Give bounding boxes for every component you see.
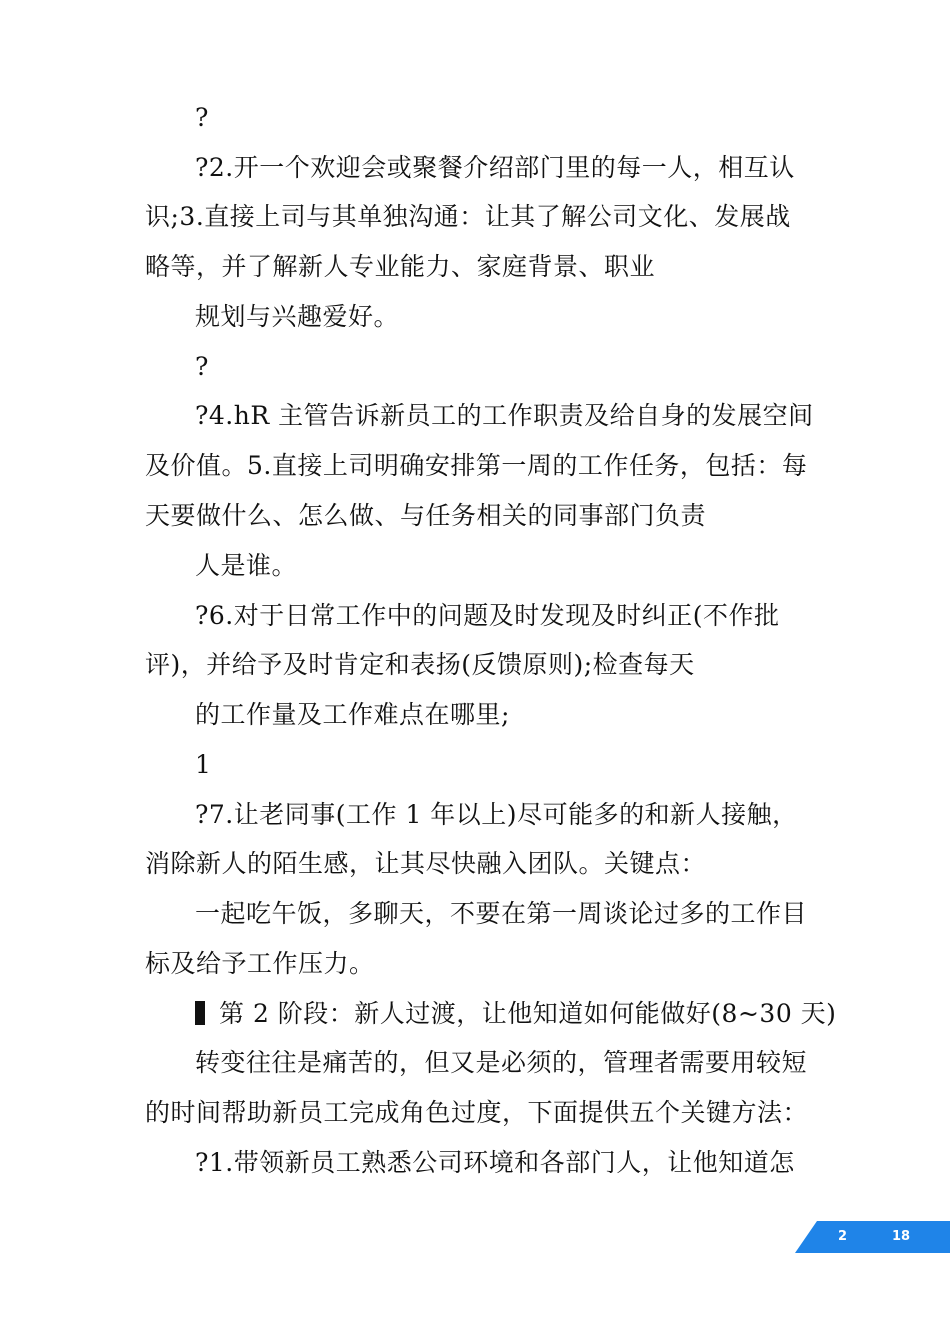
text-line: 评)，并给予及时肯定和表扬(反馈原则);检查每天 xyxy=(145,650,695,679)
text-line: 1 xyxy=(195,750,212,779)
text-line: ?7.让老同事(工作 1 年以上)尽可能多的和新人接触， xyxy=(195,800,798,829)
page-footer-bar xyxy=(795,1221,950,1253)
text-line: 人是谁。 xyxy=(195,551,298,580)
text-line: ? xyxy=(195,103,209,132)
text-line: 略等，并了解新人专业能力、家庭背景、职业 xyxy=(145,252,656,281)
text-line: 的工作量及工作难点在哪里; xyxy=(195,700,510,729)
text-line: 及价值。5.直接上司明确安排第一周的工作任务，包括：每 xyxy=(145,451,808,480)
section-heading-text: 第 2 阶段：新人过渡，让他知道如何能做好(8~30 天) xyxy=(219,999,837,1028)
total-pages: 18 xyxy=(892,1229,911,1244)
text-line: 一起吃午饭，多聊天，不要在第一周谈论过多的工作目 xyxy=(195,899,808,928)
section-heading xyxy=(195,998,836,1030)
text-line: 天要做什么、怎么做、与任务相关的同事部门负责 xyxy=(145,501,707,530)
text-line: ?6.对于日常工作中的问题及时发现及时纠正(不作批 xyxy=(195,601,780,630)
text-line: ?4.hR 主管告诉新员工的工作职责及给自身的发展空间 xyxy=(195,401,814,430)
text-line: 转变往往是痛苦的，但又是必须的，管理者需要用较短 xyxy=(195,1048,808,1077)
text-line: 标及给予工作压力。 xyxy=(145,949,375,978)
text-line: ? xyxy=(195,352,209,381)
text-line: 规划与兴趣爱好。 xyxy=(195,302,400,331)
section-marker-icon xyxy=(195,1001,205,1025)
text-line: ?2.开一个欢迎会或聚餐介绍部门里的每一人，相互认 xyxy=(195,153,795,182)
text-line: 识;3.直接上司与其单独沟通：让其了解公司文化、发展战 xyxy=(145,202,791,231)
page-number: 2 xyxy=(838,1229,848,1244)
text-line: 消除新人的陌生感，让其尽快融入团队。关键点： xyxy=(145,849,707,878)
text-line: ?1.带领新员工熟悉公司环境和各部门人，让他知道怎 xyxy=(195,1148,795,1177)
text-line: 的时间帮助新员工完成角色过度，下面提供五个关键方法： xyxy=(145,1098,809,1127)
